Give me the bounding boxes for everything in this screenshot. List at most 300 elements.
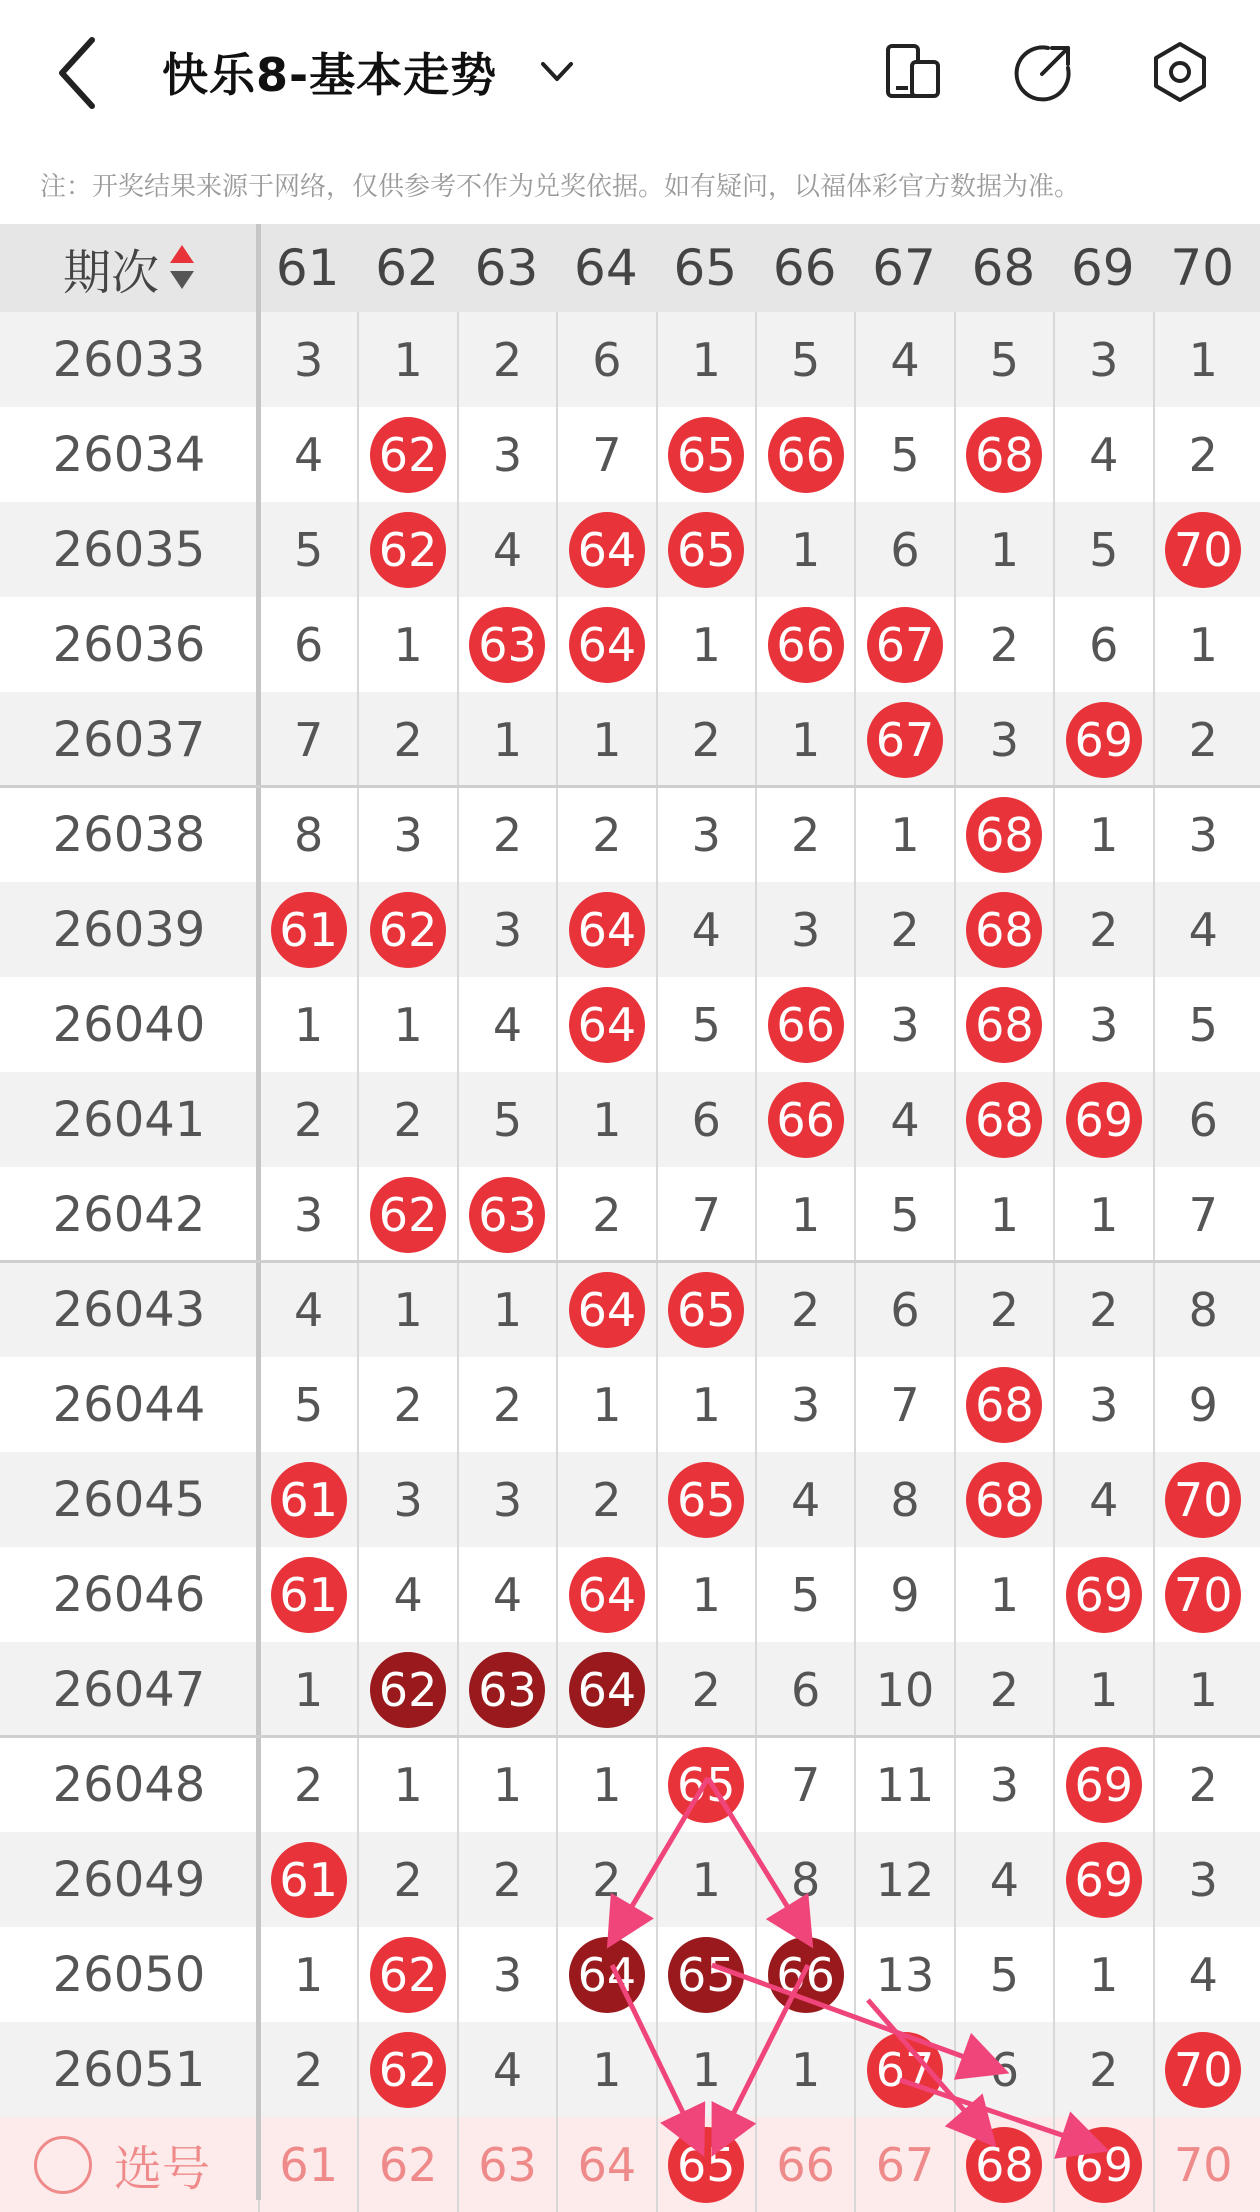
table-row [0,1262,1260,1357]
value-cell: 3 [1053,977,1152,1072]
value-cell [656,502,755,597]
value-cell [656,1927,755,2022]
column-header: 62 [375,239,439,297]
value-cell: 2 [357,1357,456,1452]
selected-number-ball[interactable]: 69 [1066,2127,1142,2203]
value-cell: 1 [556,2022,655,2117]
select-number-cell[interactable] [656,2117,755,2212]
table-row [0,1547,1260,1642]
drawn-number-ball: 70 [1165,1462,1241,1538]
table-row [0,2022,1260,2117]
share-icon[interactable] [1012,40,1076,104]
table-row [0,882,1260,977]
value-cell: 2 [556,1452,655,1547]
value-cell: 13 [854,1927,953,2022]
value-cell: 7 [258,692,357,787]
value-cell: 5 [1153,977,1252,1072]
value-cell: 1 [656,1547,755,1642]
period-cell: 26043 [52,1281,206,1338]
period-cell: 26047 [52,1661,206,1718]
value-cell [954,1452,1053,1547]
value-cell [556,977,655,1072]
page-title: 快乐8-基本走势 [162,48,498,102]
title-dropdown[interactable] [162,36,577,108]
value-cell: 8 [755,1832,854,1927]
value-cell: 6 [556,312,655,407]
value-cell: 1 [656,1832,755,1927]
select-number-cell[interactable] [954,2117,1053,2212]
value-cell [556,882,655,977]
table-header-row [0,224,1260,312]
drawn-number-ball: 69 [1066,702,1142,778]
value-cell [556,502,655,597]
value-cell: 6 [854,502,953,597]
value-cell: 2 [1053,1262,1152,1357]
value-cell [1053,1072,1152,1167]
period-header-label: 期次 [62,244,159,301]
value-cell: 2 [357,692,456,787]
value-cell [755,1927,854,2022]
column-header: 63 [474,239,539,297]
table-row [0,502,1260,597]
group-divider [0,785,1260,788]
value-cell [357,882,456,977]
select-number-cell[interactable] [1053,2117,1152,2212]
value-cell: 4 [457,977,556,1072]
select-number-cell[interactable]: 62 [357,2117,456,2212]
drawn-number-ball: 61 [271,892,347,968]
period-cell: 26036 [52,616,206,673]
value-cell [1153,502,1252,597]
value-cell: 4 [755,1452,854,1547]
value-cell: 3 [755,1357,854,1452]
drawn-number-ball: 69 [1066,1082,1142,1158]
value-cell: 5 [854,407,953,502]
value-cell: 2 [457,312,556,407]
value-cell: 3 [457,1927,556,2022]
drawn-number-ball: 65 [668,512,744,588]
drawn-number-ball: 66 [768,607,844,683]
select-number-cell[interactable]: 63 [457,2117,556,2212]
value-cell: 2 [258,1737,357,1832]
value-cell: 3 [1053,312,1152,407]
drawn-number-ball: 62 [370,417,446,493]
value-cell: 2 [1153,407,1252,502]
period-column-divider [256,224,261,2200]
value-cell [854,597,953,692]
value-cell [556,1927,655,2022]
period-cell: 26037 [52,711,206,768]
value-cell: 7 [854,1357,953,1452]
value-cell [258,1547,357,1642]
drawn-number-ball: 62 [370,1177,446,1253]
value-cell: 1 [556,1072,655,1167]
value-cell: 3 [954,692,1053,787]
column-header: 66 [772,239,837,297]
value-cell: 5 [457,1072,556,1167]
value-cell [556,597,655,692]
value-cell: 1 [457,1262,556,1357]
drawn-number-ball: 64 [569,1557,645,1633]
value-cell: 7 [556,407,655,502]
value-cell: 1 [755,1167,854,1262]
column-header: 64 [574,239,638,297]
value-cell: 1 [755,692,854,787]
value-cell: 1 [1153,1642,1252,1737]
drawn-number-ball: 68 [966,892,1042,968]
column-header: 69 [1071,239,1135,297]
value-cell: 5 [656,977,755,1072]
period-cell: 26033 [52,331,206,388]
value-cell: 2 [1053,882,1152,977]
value-cell [954,882,1053,977]
group-divider [0,1735,1260,1738]
value-cell: 2 [954,1642,1053,1737]
value-cell: 2 [556,1167,655,1262]
top-bar [0,0,1260,150]
drawn-number-ball: 67 [867,2032,943,2108]
table-row [0,597,1260,692]
value-cell: 8 [258,787,357,882]
drawn-number-ball: 64 [569,512,645,588]
value-cell: 4 [258,407,357,502]
value-cell: 2 [556,1832,655,1927]
value-cell: 5 [1053,502,1152,597]
value-cell: 1 [457,1737,556,1832]
value-cell: 1 [258,977,357,1072]
value-cell: 3 [457,882,556,977]
drawn-number-ball: 67 [867,607,943,683]
drawn-number-ball: 65 [668,1272,744,1348]
select-number-cell[interactable]: 64 [556,2117,655,2212]
value-cell: 2 [854,882,953,977]
select-label-cell[interactable] [0,2117,258,2212]
table-row [0,692,1260,787]
value-cell [656,407,755,502]
drawn-number-ball: 66 [768,1937,844,2013]
value-cell [1053,1737,1152,1832]
select-label: 选号 [114,2141,211,2197]
value-cell: 1 [556,1357,655,1452]
value-cell [1053,692,1152,787]
drawn-number-ball: 66 [768,1082,844,1158]
select-radio-icon[interactable] [34,2136,92,2194]
table-row [0,1357,1260,1452]
drawn-number-ball: 64 [569,987,645,1063]
value-cell: 5 [954,312,1053,407]
value-cell: 1 [656,2022,755,2117]
value-cell: 6 [954,2022,1053,2117]
value-cell: 3 [1053,1357,1152,1452]
value-cell: 4 [854,312,953,407]
drawn-number-ball: 68 [966,1462,1042,1538]
value-cell: 6 [755,1642,854,1737]
value-cell: 4 [656,882,755,977]
value-cell [954,1357,1053,1452]
sort-icon[interactable] [169,243,195,293]
value-cell: 1 [854,787,953,882]
drawn-number-ball: 68 [966,417,1042,493]
value-cell: 3 [656,787,755,882]
value-cell: 6 [258,597,357,692]
value-cell: 1 [357,1737,456,1832]
table-row [0,1167,1260,1262]
column-header: 70 [1170,239,1235,297]
period-header[interactable] [0,224,258,312]
column-header: 67 [872,239,936,297]
value-cell: 2 [656,1642,755,1737]
value-cell: 1 [954,502,1053,597]
drawn-number-ball: 68 [966,987,1042,1063]
drawn-number-ball: 62 [370,512,446,588]
disclaimer-notice: 注：开奖结果来源于网络，仅供参考不作为兑奖依据。如有疑问，以福体彩官方数据为准。 [40,172,1081,202]
value-cell: 4 [457,1547,556,1642]
value-cell [357,407,456,502]
value-cell: 1 [457,692,556,787]
value-cell: 2 [357,1072,456,1167]
settings-icon[interactable] [1148,40,1212,104]
value-cell [1153,1547,1252,1642]
group-divider [0,1260,1260,1263]
selected-number-ball[interactable]: 65 [668,2127,744,2203]
value-cell: 5 [755,312,854,407]
drawn-number-ball: 70 [1165,2032,1241,2108]
value-cell: 4 [1053,1452,1152,1547]
value-cell: 6 [656,1072,755,1167]
value-cell: 4 [457,502,556,597]
drawn-number-ball: 64 [569,1272,645,1348]
select-number-cell[interactable]: 67 [854,2117,953,2212]
table-row [0,1737,1260,1832]
value-cell: 2 [1153,1737,1252,1832]
value-cell: 1 [954,1547,1053,1642]
select-row [0,2117,1260,2212]
value-cell: 3 [457,1452,556,1547]
value-cell: 2 [954,1262,1053,1357]
drawn-number-ball: 68 [966,1367,1042,1443]
value-cell: 2 [755,787,854,882]
value-cell [656,1262,755,1357]
value-cell [556,1262,655,1357]
value-cell: 3 [1153,787,1252,882]
period-cell: 26038 [52,806,206,863]
drawn-number-ball: 70 [1165,1557,1241,1633]
period-cell: 26044 [52,1376,206,1433]
value-cell: 4 [357,1547,456,1642]
value-cell [854,2022,953,2117]
value-cell: 1 [258,1927,357,2022]
drawn-number-ball: 64 [569,892,645,968]
value-cell: 9 [1153,1357,1252,1452]
value-cell: 2 [258,1072,357,1167]
value-cell: 1 [656,597,755,692]
value-cell: 4 [457,2022,556,2117]
drawn-number-ball: 63 [469,1177,545,1253]
drawn-number-ball: 64 [569,607,645,683]
value-cell [954,977,1053,1072]
value-cell: 1 [1153,312,1252,407]
value-cell: 2 [556,787,655,882]
table-row [0,1927,1260,2022]
value-cell: 7 [656,1167,755,1262]
drawn-number-ball: 62 [370,2032,446,2108]
drawn-number-ball: 64 [569,1652,645,1728]
value-cell [556,1547,655,1642]
period-cell: 26048 [52,1756,206,1813]
value-cell: 9 [854,1547,953,1642]
column-header: 61 [275,239,340,297]
drawn-number-ball: 62 [370,892,446,968]
table-row [0,312,1260,407]
select-number-cell[interactable]: 66 [755,2117,854,2212]
value-cell: 1 [1053,1927,1152,2022]
value-cell [357,502,456,597]
drawn-number-ball: 65 [668,1937,744,2013]
value-cell: 3 [258,312,357,407]
drawn-number-ball: 63 [469,1652,545,1728]
value-cell: 8 [854,1452,953,1547]
value-cell: 2 [1053,2022,1152,2117]
value-cell [556,1642,655,1737]
table-row [0,1642,1260,1737]
value-cell: 1 [1053,1642,1152,1737]
value-cell: 1 [357,977,456,1072]
value-cell: 4 [1153,1927,1252,2022]
value-cell [1053,1832,1152,1927]
value-cell [755,977,854,1072]
value-cell: 1 [556,692,655,787]
value-cell: 1 [357,312,456,407]
drawn-number-ball: 69 [1066,1557,1142,1633]
column-header: 65 [673,239,738,297]
value-cell: 1 [954,1167,1053,1262]
value-cell: 1 [357,597,456,692]
value-cell: 4 [854,1072,953,1167]
value-cell: 2 [954,597,1053,692]
value-cell: 5 [954,1927,1053,2022]
value-cell: 6 [1053,597,1152,692]
drawn-number-ball: 61 [271,1557,347,1633]
value-cell: 2 [755,1262,854,1357]
value-cell: 1 [1053,787,1152,882]
device-switch-icon[interactable] [880,40,944,104]
value-cell [357,1927,456,2022]
period-cell: 26034 [52,426,206,483]
value-cell: 3 [258,1167,357,1262]
period-cell: 26049 [52,1851,206,1908]
value-cell: 7 [755,1737,854,1832]
value-cell: 4 [954,1832,1053,1927]
drawn-number-ball: 67 [867,702,943,778]
value-cell: 1 [258,1642,357,1737]
value-cell: 3 [457,407,556,502]
value-cell: 3 [954,1737,1053,1832]
value-cell [457,1167,556,1262]
table-row [0,787,1260,882]
period-cell: 26051 [52,2041,206,2098]
value-cell [1153,1452,1252,1547]
value-cell [357,1167,456,1262]
value-cell: 2 [357,1832,456,1927]
drawn-number-ball: 63 [469,607,545,683]
drawn-number-ball: 64 [569,1937,645,2013]
value-cell [1053,1547,1152,1642]
value-cell: 3 [357,1452,456,1547]
value-cell: 2 [457,1357,556,1452]
value-cell [357,1642,456,1737]
value-cell [656,1737,755,1832]
value-cell: 3 [755,882,854,977]
value-cell: 1 [556,1737,655,1832]
value-cell: 2 [1153,692,1252,787]
value-cell [357,2022,456,2117]
value-cell [954,1072,1053,1167]
drawn-number-ball: 66 [768,987,844,1063]
value-cell [656,1452,755,1547]
column-header: 68 [971,239,1036,297]
drawn-number-ball: 65 [668,1462,744,1538]
value-cell: 12 [854,1832,953,1927]
period-cell: 26041 [52,1091,206,1148]
value-cell: 4 [1053,407,1152,502]
value-cell: 1 [357,1262,456,1357]
table-row [0,977,1260,1072]
value-cell: 2 [656,692,755,787]
value-cell: 3 [357,787,456,882]
selected-number-ball[interactable]: 68 [966,2127,1042,2203]
period-cell: 26046 [52,1566,206,1623]
value-cell: 7 [1153,1167,1252,1262]
drawn-number-ball: 65 [668,417,744,493]
drawn-number-ball: 62 [370,1937,446,2013]
value-cell: 3 [854,977,953,1072]
drawn-number-ball: 68 [966,797,1042,873]
value-cell [755,1072,854,1167]
value-cell: 1 [1153,597,1252,692]
value-cell: 1 [656,312,755,407]
value-cell: 3 [1153,1832,1252,1927]
drawn-number-ball: 61 [271,1462,347,1538]
value-cell: 10 [854,1642,953,1737]
value-cell [457,1642,556,1737]
table-row [0,1832,1260,1927]
value-cell: 5 [755,1547,854,1642]
value-cell: 5 [258,1357,357,1452]
drawn-number-ball: 65 [668,1747,744,1823]
value-cell: 1 [1053,1167,1152,1262]
value-cell [258,882,357,977]
value-cell: 11 [854,1737,953,1832]
drawn-number-ball: 61 [271,1842,347,1918]
period-cell: 26039 [52,901,206,958]
value-cell: 5 [854,1167,953,1262]
drawn-number-ball: 66 [768,417,844,493]
value-cell: 8 [1153,1262,1252,1357]
value-cell [755,407,854,502]
value-cell [1153,2022,1252,2117]
period-cell: 26045 [52,1471,206,1528]
table-row [0,1072,1260,1167]
value-cell: 2 [258,2022,357,2117]
back-icon[interactable] [50,28,110,118]
value-cell: 6 [1153,1072,1252,1167]
period-cell: 26035 [52,521,206,578]
value-cell: 1 [656,1357,755,1452]
select-number-cell[interactable]: 70 [1153,2117,1252,2212]
select-number-cell[interactable]: 61 [258,2117,357,2212]
value-cell: 2 [457,787,556,882]
drawn-number-ball: 70 [1165,512,1241,588]
